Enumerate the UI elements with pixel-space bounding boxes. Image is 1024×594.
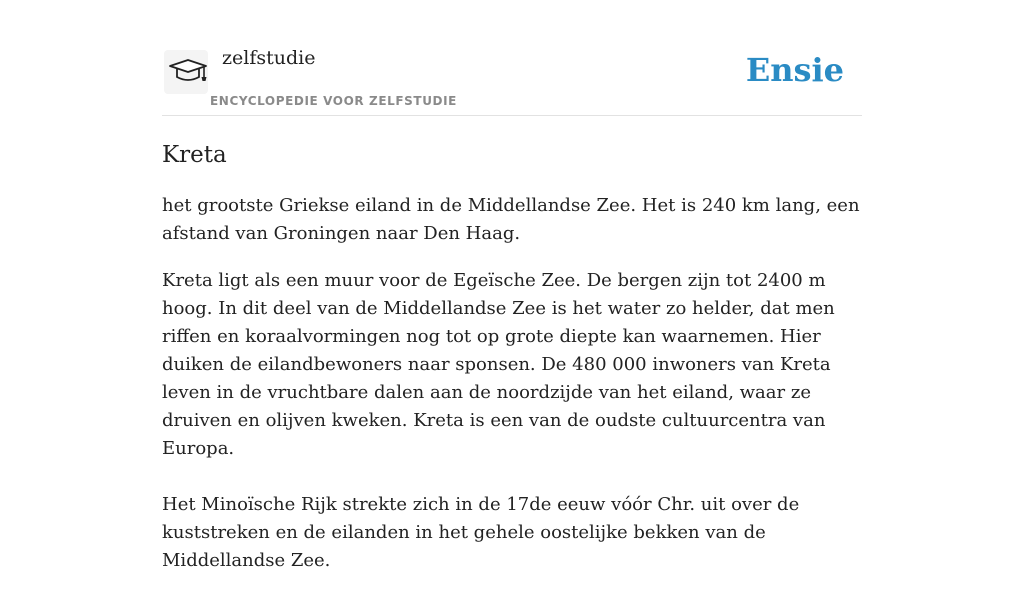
article-paragraph: het grootste Griekse eiland in de Middellandse Zee. Het is 240 km lang, een afstand van Groningen naar Den Haag.	[162, 195, 860, 244]
site-header	[162, 0, 862, 116]
article-paragraph: Het Minoïsche Rijk strekte zich in de 17de eeuw vóór Chr. uit over de kuststreken en de eilanden in het gehele oostelijke bekken van de Middellandse Zee.	[162, 494, 800, 571]
page	[162, 0, 862, 571]
article-paragraph: Kreta ligt als een muur voor de Egeïsche Zee. De bergen zijn tot 2400 m hoog. In dit deel van de Middellandse Zee is het water zo helder, dat men riffen en koraalvormingen nog tot op grote diepte kan waarnemen. Hier duiken de eilandbewoners naar sponsen. De 480 000 inwoners van Kreta leven in de vruchtbare dalen aan de noordzijde van het eiland, waar ze druiven en olijven kweken. Kreta is een van de oudste cultuurcentra van Europa.	[162, 270, 835, 459]
page-title: Kreta	[162, 142, 227, 168]
brand-logo-link[interactable]: Ensie	[745, 51, 844, 89]
graduation-cap-icon[interactable]	[164, 50, 208, 94]
site-tagline: ENCYCLOPEDIE VOOR ZELFSTUDIE	[210, 94, 457, 108]
paragraph-spacer	[162, 482, 862, 491]
site-name[interactable]: zelfstudie	[222, 47, 316, 69]
article-body	[162, 192, 862, 594]
